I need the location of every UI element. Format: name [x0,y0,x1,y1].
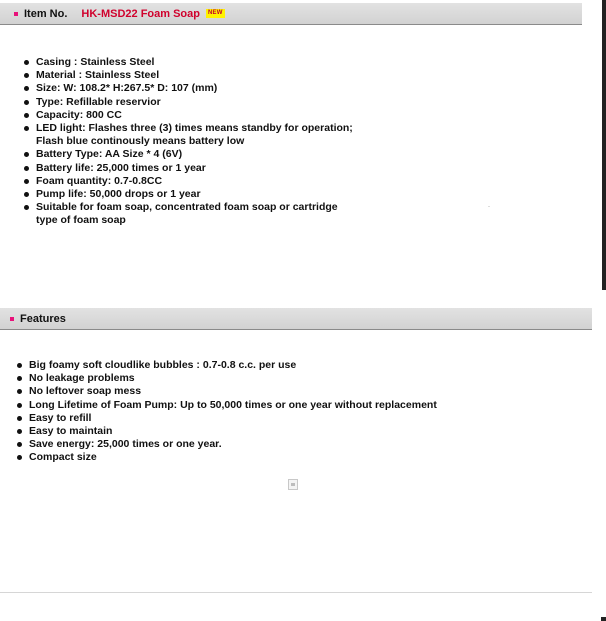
list-item: Battery life: 25,000 times or 1 year [24,162,354,175]
item-no-label: Item No. [24,7,68,20]
list-item: LED light: Flashes three (3) times means standby for operation; Flash blue continously means battery low [24,122,354,148]
item-header-bar [0,3,582,25]
decorative-speck [488,206,490,207]
product-name: HK-MSD22 Foam Soap [81,7,200,20]
list-item: Long Lifetime of Foam Pump: Up to 50,000 times or one year without replacement [17,399,457,412]
features-list [17,359,457,465]
list-item: Easy to maintain [17,425,457,438]
list-item: No leakage problems [17,372,457,385]
features-label: Features [20,312,66,325]
list-item: Size: W: 108.2* H:267.5* D: 107 (mm) [24,82,354,95]
specs-list [24,56,354,228]
list-item: Battery Type: AA Size * 4 (6V) [24,148,354,161]
list-item: Big foamy soft cloudlike bubbles : 0.7-0.8 c.c. per use [17,359,457,372]
list-item: Compact size [17,451,457,464]
features-header-bar [0,308,592,330]
list-item: Material : Stainless Steel [24,69,354,82]
pink-square-bullet-icon [10,317,14,321]
broken-image-icon [288,479,298,490]
pink-square-bullet-icon [14,12,18,16]
list-item: Type: Refillable reservior [24,96,354,109]
bottom-divider [0,592,592,593]
list-item: Suitable for foam soap, concentrated foam soap or cartridge type of foam soap [24,201,354,227]
corner-mark [601,617,606,621]
list-item: Capacity: 800 CC [24,109,354,122]
new-badge: NEW [207,10,223,16]
right-edge-divider [602,0,606,290]
list-item: Save energy: 25,000 times or one year. [17,438,457,451]
list-item: Easy to refill [17,412,457,425]
list-item: Casing : Stainless Steel [24,56,354,69]
list-item: No leftover soap mess [17,385,457,398]
list-item: Pump life: 50,000 drops or 1 year [24,188,354,201]
list-item: Foam quantity: 0.7-0.8CC [24,175,354,188]
